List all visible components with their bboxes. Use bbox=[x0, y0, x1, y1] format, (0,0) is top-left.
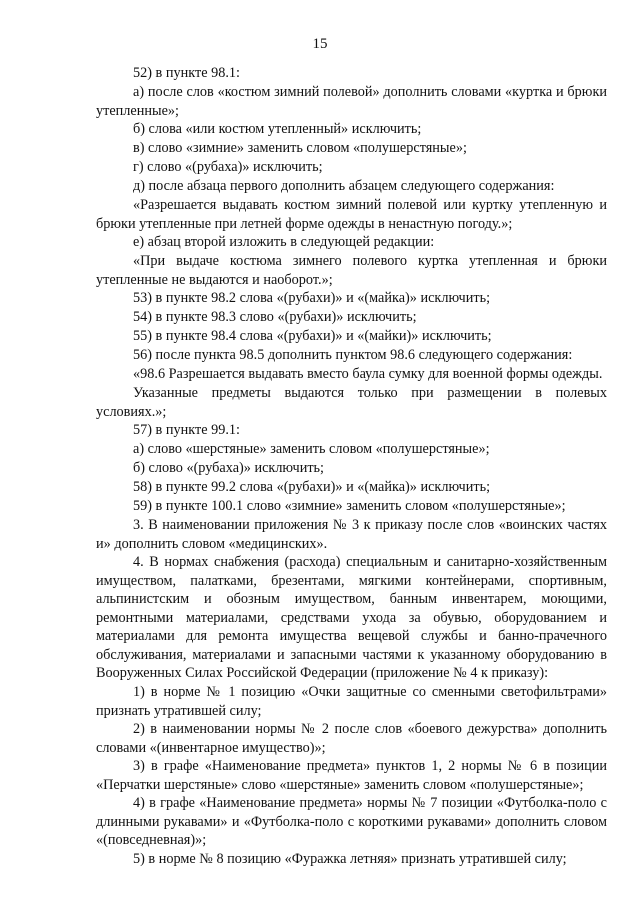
paragraph-55: 55) в пункте 98.4 слова «(рубахи)» и «(майки)» исключить; bbox=[133, 328, 492, 344]
paragraph-57a: а) слово «шерстяные» заменить словом «полушерстяные»; bbox=[133, 441, 490, 457]
paragraph-3: 3. В наименовании приложения № 3 к приказу после слов «воинских частях и» дополнить словом «медицинских». bbox=[96, 517, 607, 552]
page-number: 15 bbox=[312, 36, 328, 52]
paragraph-52: 52) в пункте 98.1: bbox=[133, 65, 240, 81]
paragraph-4-4: 4) в графе «Наименование предмета» нормы № 7 позиции «Футболка-поло с длинными рукавами» и «Футболка-поло с короткими рукавами» дополнить словом «(повседневная)»; bbox=[96, 795, 607, 849]
paragraph-56: 56) после пункта 98.5 дополнить пунктом 98.6 следующего содержания: bbox=[133, 347, 573, 363]
paragraph-4-5: 5) в норме № 8 позицию «Фуражка летняя» признать утратившей силу; bbox=[133, 851, 567, 867]
paragraph-98-6: «98.6 Разрешается выдавать вместо баула сумку для военной формы одежды. bbox=[133, 366, 603, 382]
paragraph-52e-quote: «При выдаче костюма зимнего полевого куртка утепленная и брюки утепленные не выдаются и наоборот.»; bbox=[96, 253, 607, 288]
paragraph-52a: а) после слов «костюм зимний полевой» дополнить словами «куртка и брюки утепленные»; bbox=[96, 84, 607, 119]
paragraph-4: 4. В нормах снабжения (расхода) специальным и санитарно-хозяйственным имуществом, палатками, брезентами, мягкими контейнерами, спортивным, альпинистским и обозным имуществом, банным инвентарем, моющими, ремонтными материалами, средствами ухода за обувью, оборудованием и материалами для ремонта имущества вещевой службы и банно-прачечного обслуживания, материалами и запасными частями к указанному оборудованию в Вооруженных Силах Российской Федерации (приложение № 4 к приказу): bbox=[96, 554, 607, 682]
paragraph-57: 57) в пункте 99.1: bbox=[133, 422, 240, 438]
paragraph-58: 58) в пункте 99.2 слова «(рубахи)» и «(майка)» исключить; bbox=[133, 479, 491, 495]
paragraph-52d-quote: «Разрешается выдавать костюм зимний полевой или куртку утепленную и брюки утепленные при летней форме одежды в ненастную погоду.»; bbox=[96, 197, 607, 232]
paragraph-52b: б) слова «или костюм утепленный» исключить; bbox=[133, 121, 422, 137]
paragraph-4-3: 3) в графе «Наименование предмета» пунктов 1, 2 нормы № 6 в позиции «Перчатки шерстяные» слово «шерстяные» заменить словом «полушерстяные»; bbox=[96, 758, 607, 793]
paragraph-52v: в) слово «зимние» заменить словом «полушерстяные»; bbox=[133, 140, 467, 156]
paragraph-52e: е) абзац второй изложить в следующей редакции: bbox=[133, 234, 435, 250]
paragraph-52g: г) слово «(рубаха)» исключить; bbox=[133, 159, 323, 175]
paragraph-98-6-note: Указанные предметы выдаются только при размещении в полевых условиях.»; bbox=[96, 385, 607, 420]
paragraph-4-1: 1) в норме № 1 позицию «Очки защитные со сменными светофильтрами» признать утратившей силу; bbox=[96, 684, 607, 719]
paragraph-54: 54) в пункте 98.3 слово «(рубахи)» исключить; bbox=[133, 309, 417, 325]
paragraph-53: 53) в пункте 98.2 слова «(рубахи)» и «(майка)» исключить; bbox=[133, 290, 491, 306]
paragraph-52d: д) после абзаца первого дополнить абзацем следующего содержания: bbox=[133, 178, 555, 194]
paragraph-59: 59) в пункте 100.1 слово «зимние» заменить словом «полушерстяные»; bbox=[133, 498, 566, 514]
paragraph-57b: б) слово «(рубаха)» исключить; bbox=[133, 460, 325, 476]
paragraph-4-2: 2) в наименовании нормы № 2 после слов «боевого дежурства» дополнить словами «(инвентарное имущество)»; bbox=[96, 721, 607, 756]
